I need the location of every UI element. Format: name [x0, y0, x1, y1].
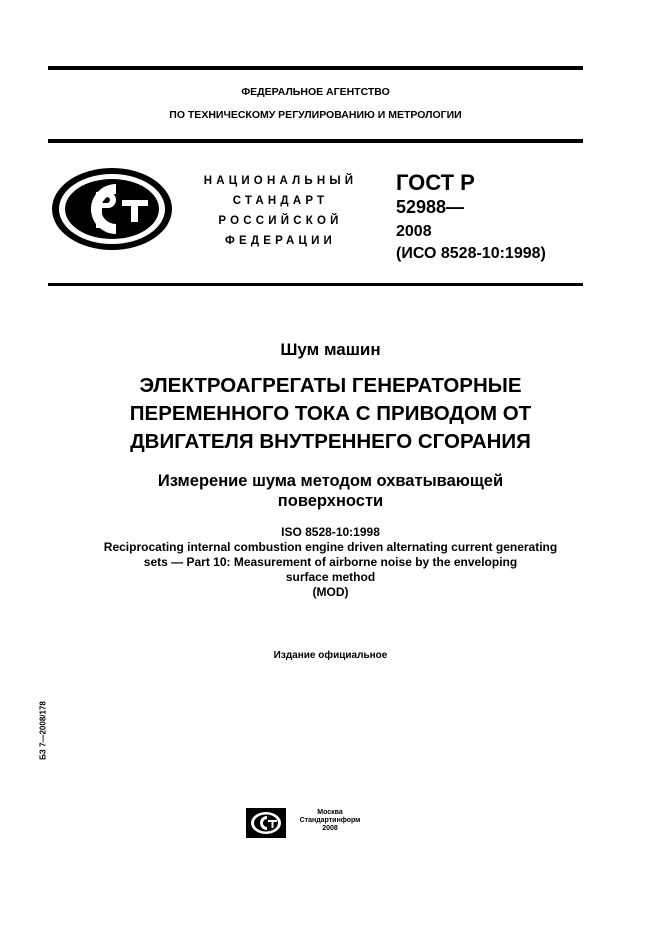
publisher-name: Стандартинформ	[299, 817, 361, 824]
document-title	[20, 372, 641, 456]
publisher-info	[292, 809, 368, 833]
title-line: ДВИГАТЕЛЯ ВНУТРЕННЕГО СГОРАНИЯ	[130, 430, 531, 453]
iso-line: (MOD)	[312, 585, 349, 599]
document-category: Шум машин	[280, 340, 381, 359]
national-word: НАЦИОНАЛЬНЫЙ	[203, 175, 358, 187]
title-line: ПЕРЕМЕННОГО ТОКА С ПРИВОДОМ ОТ	[129, 402, 532, 425]
document-subtitle	[20, 471, 641, 511]
title-line: ЭЛЕКТРОАГРЕГАТЫ ГЕНЕРАТОРНЫЕ	[139, 374, 522, 397]
national-word: ФЕДЕРАЦИИ	[224, 235, 337, 247]
side-code: БЗ 7—2008/178	[38, 701, 48, 760]
national-word: РОССИЙСКОЙ	[218, 215, 343, 227]
top-rule	[48, 66, 583, 70]
gost-year: 2008	[396, 223, 432, 240]
iso-line: sets — Part 10: Measurement of airborne noise by the enveloping	[143, 555, 518, 569]
header-bottom-rule	[48, 139, 583, 143]
iso-equivalent	[20, 525, 641, 600]
agency-line-2: ПО ТЕХНИЧЕСКОМУ РЕГУЛИРОВАНИЮ И МЕТРОЛОГИИ	[169, 109, 462, 121]
iso-line: Reciprocating internal combustion engine driven alternating current generating	[103, 540, 558, 554]
publisher-year: 2008	[322, 825, 338, 832]
gost-logo-icon	[50, 166, 174, 252]
agency-line-1: ФЕДЕРАЛЬНОЕ АГЕНТСТВО	[241, 86, 390, 98]
publisher-city: Москва	[317, 809, 343, 816]
gost-code: ГОСТ Р	[396, 170, 475, 195]
publisher-logo-icon	[246, 808, 286, 838]
iso-reference: (ИСО 8528-10:1998)	[396, 245, 546, 262]
standard-block-rule	[48, 283, 583, 286]
edition-label: Издание официальное	[273, 650, 388, 661]
subtitle-line: поверхности	[277, 492, 384, 510]
national-standard-words	[178, 171, 383, 251]
national-word: СТАНДАРТ	[232, 195, 329, 207]
iso-line: surface method	[285, 570, 376, 584]
subtitle-line: Измерение шума методом охватывающей	[157, 472, 504, 490]
gost-number: 52988—	[396, 197, 465, 217]
iso-line: ISO 8528-10:1998	[281, 525, 380, 539]
